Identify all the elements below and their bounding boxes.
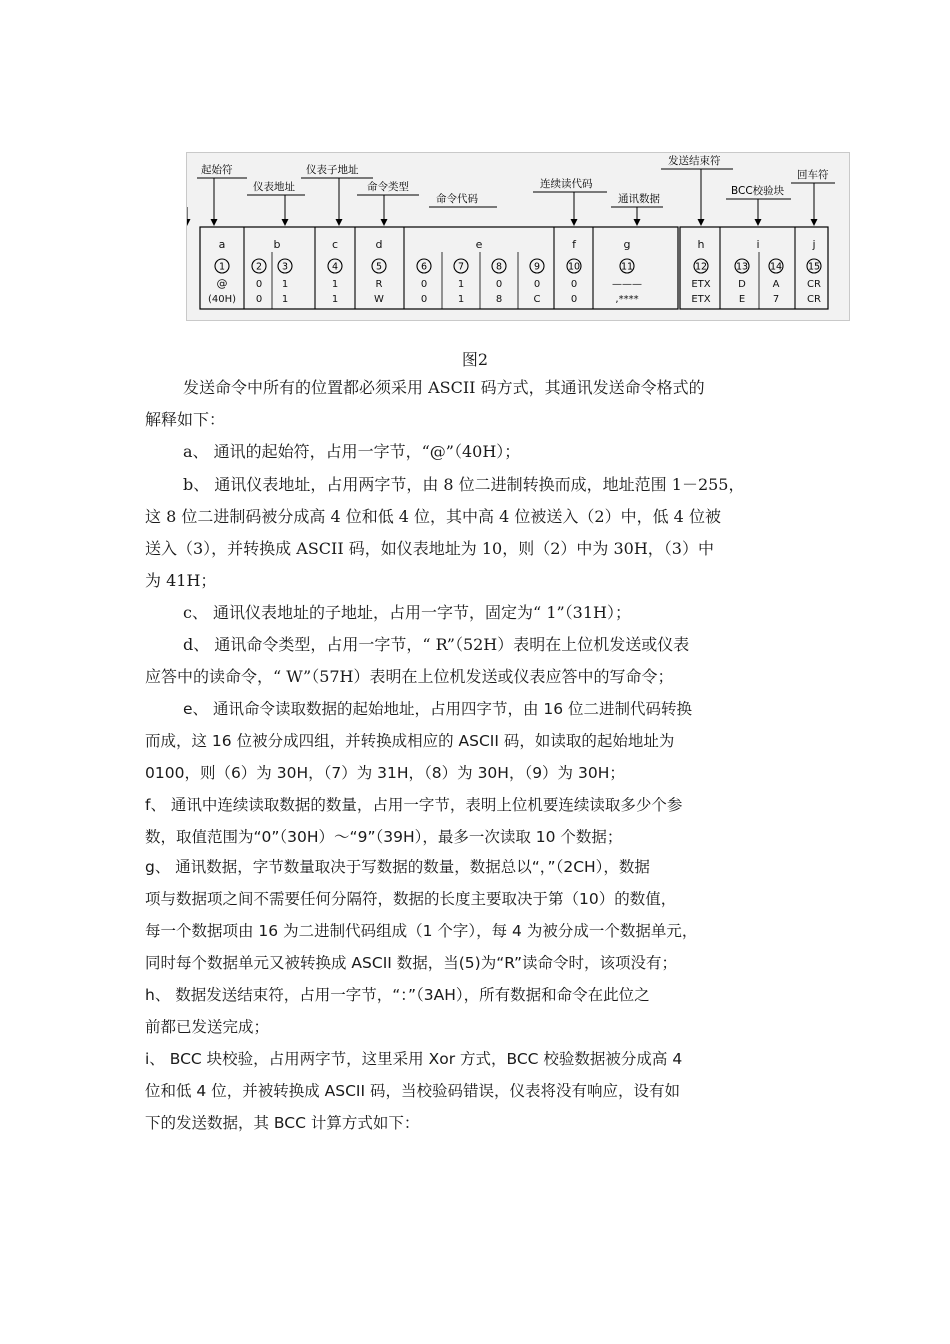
label-meter-sub-address-arrow-head <box>336 219 343 226</box>
field-letter-e: e <box>475 238 483 251</box>
item-d-line-2: 应答中的读命令，“ W”（57H）表明在上位机发送或仪表应答中的写命令； <box>145 667 674 686</box>
example-value-2: 1 <box>281 294 289 305</box>
example-value-1: 1 <box>281 279 289 290</box>
field-number-8: 8 <box>495 261 503 273</box>
example-value-1: 1 <box>331 279 339 290</box>
field-letter-h: h <box>697 238 705 251</box>
item-i-line-2: 位和低 4 位，并被转换成 ASCII 码，当校验码错误，仪表将没有响应，设有如 <box>145 1082 680 1100</box>
label-bcc-block: BCC校验块 <box>731 185 785 197</box>
label-carriage-return: 回车符 <box>797 169 829 181</box>
item-g-line-2: 项与数据项之间不需要任何分隔符，数据的长度主要取决于第（10）的数值， <box>145 890 677 908</box>
item-g-line-4: 同时每个数据单元又被转换成 ASCII 数据，当(5)为“R”读命令时，该项没有； <box>145 954 678 972</box>
example-value-1: ETX <box>691 279 711 290</box>
example-value-2: 8 <box>495 294 503 305</box>
item-e-line-3: 0100，则（6）为 30H，（7）为 31H，（8）为 30H，（9）为 30H； <box>145 764 625 782</box>
field-number-13: 13 <box>735 261 749 273</box>
field-letter-f: f <box>572 238 576 251</box>
field-letter-g: g <box>623 238 631 251</box>
item-g-line-3: 每一个数据项由 16 为二进制代码组成（1 个字），每 4 为被分成一个数据单元， <box>145 922 698 940</box>
example-value-1: 0 <box>495 279 503 290</box>
label-command-code-arrow-head <box>187 219 191 226</box>
frame-diagram-svg <box>187 153 851 322</box>
field-number-9: 9 <box>533 261 541 273</box>
example-value-1: 0 <box>570 279 578 290</box>
item-f-line-1: f、 通讯中连续读取数据的数量，占用一字节，表明上位机要连续读取多少个参 <box>145 796 683 814</box>
label-meter-address: 仪表地址 <box>253 181 295 193</box>
label-start-char-arrow-head <box>211 219 218 226</box>
item-b-line-2: 这 8 位二进制码被分成高 4 位和低 4 位，其中高 4 位被送入（2）中，低 4 位被 <box>145 507 721 526</box>
field-number-5: 5 <box>375 261 383 273</box>
example-value-1: D <box>738 279 746 290</box>
label-comm-data: 通讯数据 <box>618 193 660 205</box>
field-letter-c: c <box>331 238 339 251</box>
label-bcc-block-arrow-head <box>755 219 762 226</box>
example-value-1: @ <box>216 277 228 290</box>
item-i-line-1: i、 BCC 块校验，占用两字节，这里采用 Xor 方式，BCC 校验数据被分成高 4 <box>145 1050 683 1068</box>
item-b-line-4: 为 41H； <box>145 571 217 590</box>
example-value-2: 0 <box>570 294 578 305</box>
field-number-3: 3 <box>281 261 289 273</box>
example-value-1: 0 <box>255 279 263 290</box>
protocol-frame-diagram <box>186 152 850 321</box>
field-number-14: 14 <box>769 261 783 273</box>
item-h-line-2: 前都已发送完成； <box>145 1018 270 1036</box>
field-number-2: 2 <box>255 261 263 273</box>
label-command-type: 命令类型 <box>367 181 409 193</box>
item-b-line-1: b、 通讯仪表地址，占用两字节，由 8 位二进制转换而成，地址范围 1－255， <box>183 475 745 494</box>
example-value-2: CR <box>807 294 821 305</box>
example-value-1: 0 <box>420 279 428 290</box>
item-b-line-3: 送入（3），并转换成 ASCII 码，如仪表地址为 10，则（2）中为 30H，（3）中 <box>145 539 714 558</box>
example-value-1: CR <box>807 279 821 290</box>
label-comm-data-arrow-head <box>634 219 641 226</box>
item-h-line-1: h、 数据发送结束符，占用一字节，“：”（3AH），所有数据和命令在此位之 <box>145 986 650 1004</box>
example-value-1: R <box>375 279 383 290</box>
label-carriage-return-arrow-head <box>811 219 818 226</box>
field-number-6: 6 <box>420 261 428 273</box>
example-value-1: 1 <box>457 279 465 290</box>
label-send-end-char-arrow-head <box>698 219 705 226</box>
intro-line-2: 解释如下： <box>145 410 226 429</box>
item-e-line-1: e、 通讯命令读取数据的起始地址，占用四字节，由 16 位二进制代码转换 <box>183 700 693 718</box>
example-value-2: (40H) <box>207 294 237 305</box>
field-number-10: 10 <box>567 261 581 273</box>
example-value-1: 0 <box>533 279 541 290</box>
field-letter-d: d <box>375 238 383 251</box>
field-number-11: 11 <box>620 261 634 273</box>
example-value-2: 1 <box>331 294 339 305</box>
item-i-line-3: 下的发送数据，其 BCC 计算方式如下： <box>145 1114 420 1132</box>
field-letter-j: j <box>812 238 816 251</box>
field-number-15: 15 <box>807 261 821 273</box>
example-value-1: ——— <box>612 279 642 290</box>
intro-line-1: 发送命令中所有的位置都必须采用 ASCII 码方式，其通讯发送命令格式的 <box>183 378 705 397</box>
label-meter-sub-address: 仪表子地址 <box>306 164 359 176</box>
field-letter-b: b <box>273 238 281 251</box>
example-value-2: ,**** <box>615 294 639 305</box>
item-a: a、 通讯的起始符，占用一字节，“@”（40H）； <box>183 442 521 461</box>
item-f-line-2: 数，取值范围为“0”（30H）～“9”（39H），最多一次读取 10 个数据； <box>145 828 623 846</box>
field-number-7: 7 <box>457 261 465 273</box>
field-letter-i: i <box>756 238 760 251</box>
label-command-code: 命令代码 <box>436 193 478 205</box>
label-send-end-char: 发送结束符 <box>668 155 721 167</box>
field-number-1: 1 <box>218 261 226 273</box>
example-value-2: C <box>533 294 541 305</box>
label-continuous-read-code: 连续读代码 <box>540 178 593 190</box>
label-meter-address-arrow-head <box>282 219 289 226</box>
item-d-line-1: d、 通讯命令类型，占用一字节，“ R”（52H）表明在上位机发送或仪表 <box>183 635 690 654</box>
label-continuous-read-code-arrow-head <box>571 219 578 226</box>
label-start-char: 起始符 <box>201 164 233 176</box>
example-value-2: ETX <box>691 294 711 305</box>
example-value-2: E <box>738 294 746 305</box>
item-c: c、 通讯仪表地址的子地址，占用一字节，固定为“ 1”（31H）； <box>183 603 631 622</box>
figure-caption: 图2 <box>461 350 489 369</box>
example-value-2: 7 <box>772 294 780 305</box>
field-number-12: 12 <box>694 261 708 273</box>
example-value-1: A <box>772 279 780 290</box>
label-command-type-arrow-head <box>381 219 388 226</box>
item-g-line-1: g、 通讯数据，字节数量取决于写数据的数量，数据总以“，”（2CH），数据 <box>145 858 650 876</box>
example-value-2: W <box>374 294 384 305</box>
item-e-line-2: 而成，这 16 位被分成四组，并转换成相应的 ASCII 码，如读取的起始地址为 <box>145 732 675 750</box>
example-value-2: 1 <box>457 294 465 305</box>
field-letter-a: a <box>218 238 226 251</box>
field-number-4: 4 <box>331 261 339 273</box>
example-value-2: 0 <box>255 294 263 305</box>
example-value-2: 0 <box>420 294 428 305</box>
